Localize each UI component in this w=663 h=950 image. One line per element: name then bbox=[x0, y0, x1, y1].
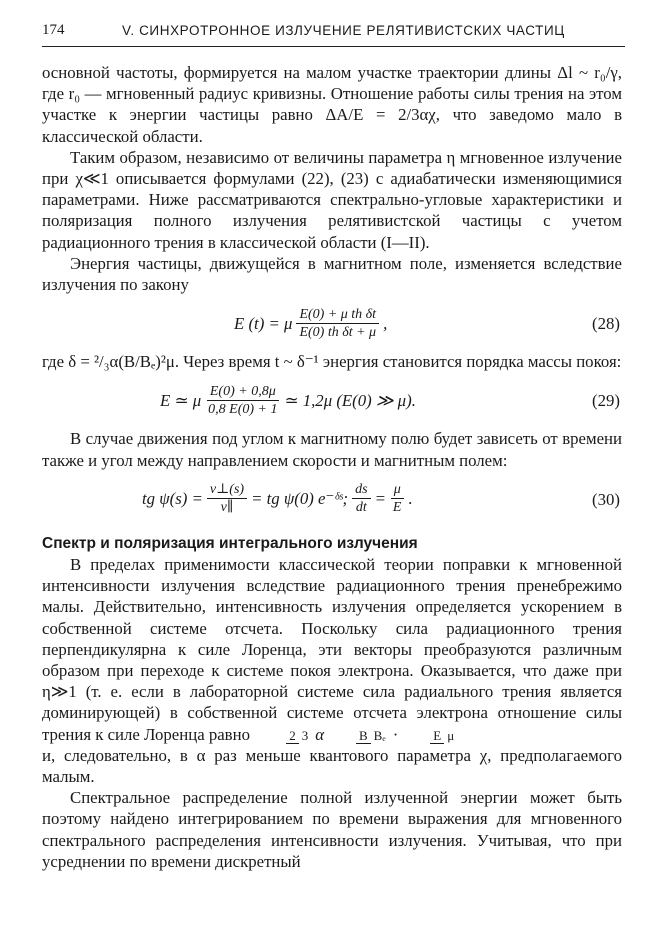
paragraph: Энергия частицы, движущейся в магнитном поле, изменяется вследствие излучения по закону bbox=[42, 253, 622, 295]
equation-number: (29) bbox=[592, 391, 620, 411]
eq30-numerator: v⊥(s) bbox=[207, 481, 247, 499]
equation-30 bbox=[42, 479, 622, 519]
paragraph: В случае движения под углом к магнитному полю будет зависеть от времени также и угол между направлением скорости и магнитным полем: bbox=[42, 429, 622, 470]
inline-denominator: μ bbox=[447, 728, 455, 744]
eq30-numerator: ds bbox=[352, 481, 370, 499]
section-title: Спектр и поляризация интегрального излучения bbox=[42, 534, 418, 552]
eq29-numerator: E(0) + 0,8μ bbox=[207, 383, 279, 401]
eq30-numerator: μ bbox=[391, 481, 404, 499]
eq29-lhs: E ≃ μ bbox=[160, 390, 202, 410]
eq30-lhs: tg ψ(s) = bbox=[142, 489, 203, 509]
eq30-tail: . bbox=[408, 489, 413, 509]
paragraph: Таким образом, независимо от величины параметра η мгновенное излучение при χ≪1 описывается формулами (22), (23) с адиабатически изменяющимися параметрами. Ниже рассматриваются спектрально-угловые характеристики и поляризация полного излучения релятивистской частицы с учетом радиационного трения в классической области (I—II). bbox=[42, 147, 622, 252]
paragraph-text: В пределах применимости классической теории поправки к мгновенной интенсивности излучения вследствие радиационного трения пренебрежимо малы. Действительно, интенсивность излучения определяется ускорением в собственной системе отсчета. Поскольку сила радиационного трения перпендикулярна к силе Лоренца, эти векторы преобразуются различным образом при переходе к системе покоя электрона. Оказывается, что даже при η≫1 (т. е. если в лабораторной системе сила радиального трения является доминирующей) в собственной системе отсчета электрона отношение силы трения к силе Лоренца равно bbox=[42, 555, 622, 744]
paragraph bbox=[42, 554, 622, 745]
inline-denominator: 3 bbox=[301, 728, 309, 744]
page-number: 174 bbox=[42, 22, 65, 38]
page-body bbox=[42, 62, 622, 872]
eq30-denominator: E bbox=[392, 500, 402, 516]
eq30-middle: = tg ψ(0) e⁻ᵟˢ; bbox=[251, 489, 349, 509]
equation-29 bbox=[42, 380, 622, 420]
eq29-rhs: ≃ 1,2μ (E(0) ≫ μ). bbox=[284, 390, 416, 410]
paragraph: Спектральное распределение полной излученной энергии может быть поэтому найдено интегрированием по времени выражения для мгновенного спектрального распределения интенсивности излучения. Учитывая, что при усреднении по времени дискретный bbox=[42, 788, 622, 871]
eq30-equals: = bbox=[374, 489, 386, 509]
paragraph: где δ = ²/₃α(B/Bₑ)²μ. Через время t ~ δ⁻¹ энергия становится порядка массы покоя: bbox=[42, 352, 622, 372]
paragraph: основной частоты, формируется на малом участке траектории длины Δl ~ r₀/γ, где r₀ — мгновенный радиус кривизны. Отношение работы силы трения на этом участке к энергии частицы равно ΔA/E = 2/3αχ, что заведомо мало в классической области. bbox=[42, 63, 622, 146]
eq29-fraction bbox=[205, 383, 280, 418]
inline-numerator: 2 bbox=[286, 728, 299, 744]
eq29-denominator: 0,8 E(0) + 1 bbox=[208, 401, 278, 417]
eq28-fraction bbox=[296, 306, 379, 341]
inline-alpha: α bbox=[315, 724, 324, 744]
eq28-denominator: E(0) th δt + μ bbox=[299, 324, 377, 340]
inline-fraction bbox=[402, 728, 457, 743]
eq30-denominator: v∥ bbox=[220, 500, 234, 516]
equation-number: (30) bbox=[592, 489, 620, 509]
inline-numerator: B bbox=[356, 728, 371, 744]
paragraph: и, следовательно, в α раз меньше квантового параметра χ, предполагаемого малым. bbox=[42, 745, 622, 787]
equation-28 bbox=[42, 303, 622, 343]
inline-fraction bbox=[328, 728, 389, 743]
eq30-fraction-velocity bbox=[207, 481, 247, 516]
eq30-fraction-ratio bbox=[390, 481, 405, 516]
equation-number: (28) bbox=[592, 314, 620, 334]
eq28-numerator: E(0) + μ th δt bbox=[296, 306, 379, 324]
inline-dot: · bbox=[392, 724, 399, 744]
eq28-lhs: E (t) = μ bbox=[234, 313, 293, 333]
running-title: V. СИНХРОТРОННОЕ ИЗЛУЧЕНИЕ РЕЛЯТИВИСТСКИХ ЧАСТИЦ bbox=[122, 23, 565, 38]
eq30-denominator: dt bbox=[355, 500, 367, 516]
inline-denominator: Bₑ bbox=[373, 728, 386, 744]
eq28-tail: , bbox=[383, 313, 388, 333]
running-header bbox=[42, 20, 625, 47]
inline-numerator: E bbox=[430, 728, 444, 744]
eq30-fraction-derivative bbox=[352, 481, 370, 516]
inline-fraction bbox=[258, 728, 311, 743]
